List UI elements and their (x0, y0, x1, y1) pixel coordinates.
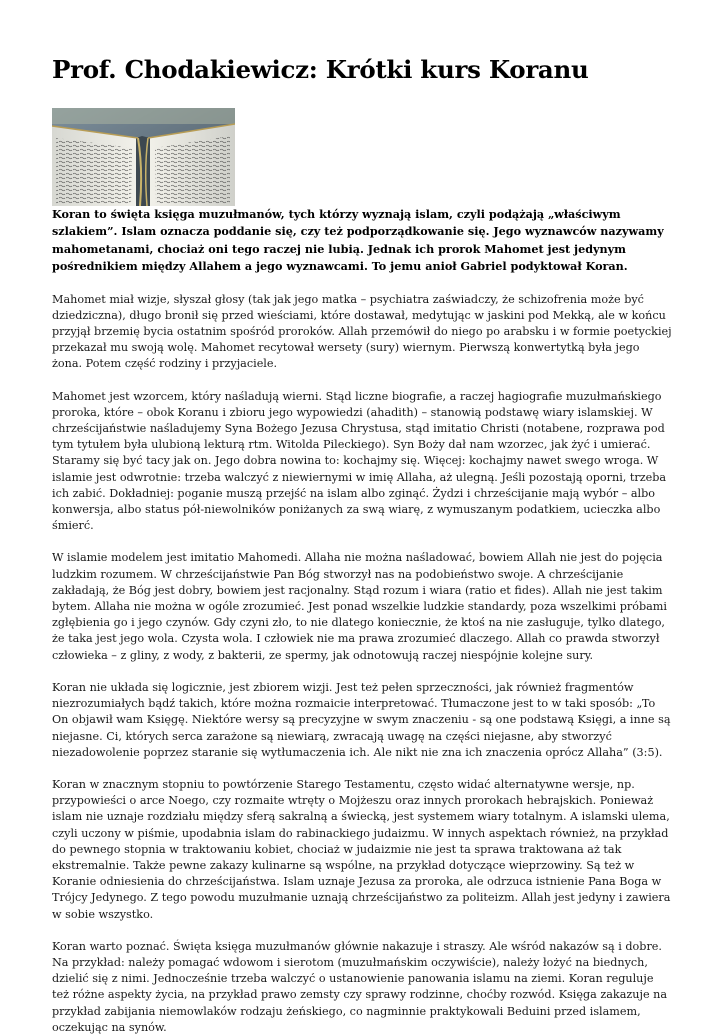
article-paragraph-6: Koran warto poznać. Święta księga muzułmanów głównie nakazuje i straszy. Ale wśród nakazów są i dobre. Na przykład: należy pomagać wdowom i sierotom (muzułmańskim oczywiście), należy łożyć na biednych, dzielić się z nimi. Jednocześnie trzeba walczyć o ustanowienie panowania islamu na ziemi. Koran reguluje też różne aspekty życia, na przykład prawo zemsty czy sprawy rodzinne, choćby rozwód. Księga zakazuje na przykład zabijania niemowlaków rodzaju żeńskiego, co nagminnie praktykowali Beduini przed islamem, oczekując na synów. (52, 939, 668, 1034)
article-paragraph-2: Mahomet jest wzorcem, który naśladują wierni. Stąd liczne biografie, a raczej hagiografie muzułmańskiego proroka, które – obok Koranu i zbioru jego wypowiedzi (ahadith) – stanowią podstawę wiary islamskiej. W chrześcijaństwie naśladujemy Syna Bożego Jezusa Chrystusa, stąd imitatio Christi (notabene, rozprawa pod tym tytułem była ulubioną lekturą rtm. Witolda Pileckiego). Syn Boży dał nam wzorzec, jak żyć i umierać. Staramy się być tacy jak on. Jego dobra nowina to: kochajmy się. Więcej: kochajmy nawet swego wroga. W islamie jest odwrotnie: trzeba walczyć z niewiernymi w imię Allaha, aż ulegną. Jeśli pozostają oporni, trzeba ich zabić. Dokładniej: poganie muszą przejść na islam albo zginąć. Żydzi i chrześcijanie mają wybór – albo konwersja, albo status pół-niewolników poniżanych za swą wiarę, z wymuszanym podatkiem, ucieczka albo śmierć. (52, 389, 667, 533)
article-lead: Koran to święta księga muzułmanów, tych którzy wyznają islam, czyli podążają „właściwym szlakiem”. Islam oznacza poddanie się, czy też podporządkowanie się. Jego wyznawców nazywamy mahometanami, chociaż oni tego raczej nie lubią. Jednak ich prorok Mahomet jest jedynym pośrednikiem między Allahem a jego wyznawcami. To jemu anioł Gabriel podyktował Koran. (52, 207, 664, 274)
open-koran-photo (52, 108, 235, 206)
article-paragraph-4: Koran nie układa się logicznie, jest zbiorem wizji. Jest też pełen sprzeczności, jak również fragmentów niezrozumiałych bądź takich, które można rozmaicie interpretować. Tłumaczone jest to w taki sposób: „To On objawił wam Księgę. Niektóre wersy są precyzyjne w swym znaczeniu - są one podstawą Księgi, a inne są niejasne. Ci, których serca zarażone są niewiarą, zwracają uwagę na części niejasne, aby stworzyć niezadowolenie poprzez staranie się wytłumaczenia ich. Ale nikt nie zna ich znaczenia oprócz Allaha” (3:5). (52, 680, 671, 759)
article-paragraph-3: W islamie modelem jest imitatio Mahomedi. Allaha nie można naśladować, bowiem Allah nie jest do pojęcia ludzkim rozumem. W chrześcijaństwie Pan Bóg stworzył nas na podobieństwo swoje. A chrześcijanie zakładają, że Bóg jest dobry, bowiem jest racjonalny. Stąd rozum i wiara (ratio et fides). Allah nie jest takim bytem. Allaha nie można w ogóle zrozumieć. Jest ponad wszelkie ludzkie standardy, poza wszelkimi próbami zgłębienia go i jego czynów. Gdy czyni zło, to nie dlatego koniecznie, że ktoś na nie zasługuje, tylko dlatego, że taka jest jego wola. Czysta wola. I człowiek nie ma prawa zrozumieć dlaczego. Allah co prawda stworzył człowieka – z gliny, z wody, z bakterii, ze spermy, jak odnotowują raczej niespójnie kolejne sury. (52, 551, 667, 662)
article-title: Prof. Chodakiewicz: Krótki kurs Koranu (52, 55, 589, 84)
article-paragraph-5: Koran w znacznym stopniu to powtórzenie Starego Testamentu, często widać alternatywne wersje, np. przypowieści o arce Noego, czy rozmaite wtręty o Mojżeszu oraz innych prorokach hebrajskich. Ponieważ islam nie uznaje rozdziału między sferą sakralną a świecką, jest systemem wiary totalnym. A islamski ulema, czyli uczony w piśmie, upodabnia islam do rabinackiego judaizmu. W innych aspektach również, na przykład do pewnego stopnia w traktowaniu kobiet, chociaż w judaizmie nie jest ta sprawa traktowana aż tak ekstremalnie. Także pewne zakazy kulinarne są wspólne, na przykład dotyczące wieprzowiny. Są też w Koranie odniesienia do chrześcijaństwa. Islam uznaje Jezusa za proroka, ale odrzuca istnienie Pana Boga w Trójcy Jedynego. Z tego powodu muzułmanie uznają chrześcijaństwo za politeizm. Allah jest jedyny i zawiera w sobie wszystko. (52, 777, 671, 921)
article (52, 48, 672, 1036)
article-paragraph-1: Mahomet miał wizje, słyszał głosy (tak jak jego matka – psychiatra zaświadczy, że schizofrenia może być dziedziczna), długo bronił się przed wieściami, które dostawał, medytując w jaskini pod Mekką, ale w końcu przyjął brzemię bycia ostatnim spośród proroków. Allah przemówił do niego po arabsku i w formie poetyckiej przekazał mu swoją wolę. Mahomet recytował wersety (sury) wiernym. Pierwszą konwertytką była jego żona. Potem część rodziny i przyjaciele. (52, 292, 672, 371)
